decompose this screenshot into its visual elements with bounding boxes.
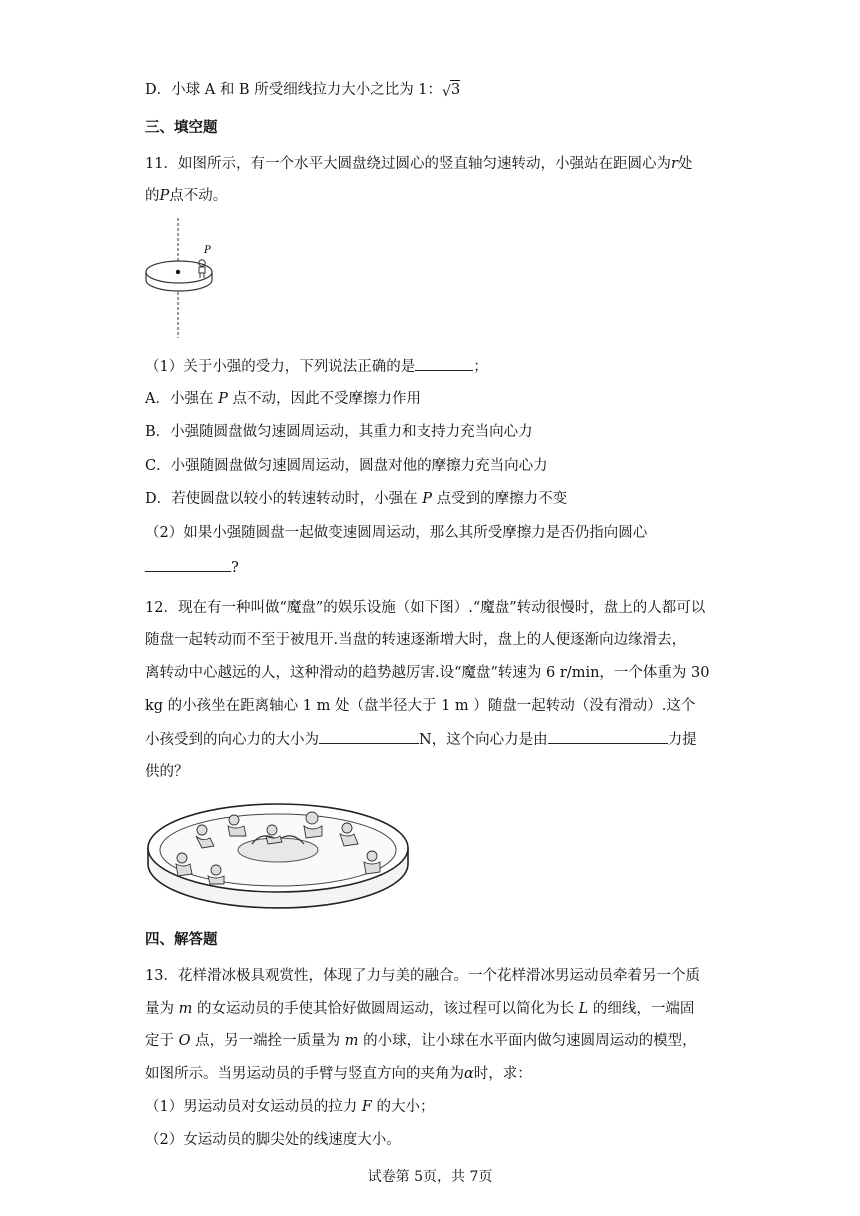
q13-sub2: （2）女运动员的脚尖处的线速度大小。 — [145, 1132, 401, 1148]
q11-option-c: C．小强随圆盘做匀速圆周运动，圆盘对他的摩擦力充当向心力 — [145, 458, 548, 474]
q11-sub2-answer: ? — [145, 557, 239, 578]
answer-blank — [548, 729, 668, 744]
q11-option-a: A．小强在 P 点不动，因此不受摩擦力作用 — [145, 391, 421, 407]
answer-blank — [319, 729, 419, 744]
q11-line1: 11．如图所示，有一个水平大圆盘绕过圆心的竖直轴匀速转动，小强站在距圆心为r处 — [145, 156, 693, 172]
q12-line6: 供的？ — [145, 764, 189, 780]
q12-line1: 12．现在有一种叫做“魔盘”的娱乐设施（如下图）.“魔盘”转动很慢时，盘上的人都可以 — [145, 600, 706, 616]
section-answer-title: 四、解答题 — [145, 932, 218, 948]
q12-line2: 随盘一起转动而不至于被甩开.当盘的转速逐渐增大时，盘上的人便逐渐向边缘滑去， — [145, 632, 687, 648]
answer-blank — [145, 557, 231, 572]
answer-blank — [415, 356, 473, 371]
sqrt-symbol: √ 3 — [442, 82, 461, 100]
option-d-text: D．小球 A 和 B 所受细线拉力大小之比为 1： — [145, 82, 443, 98]
q13-line1: 13．花样滑冰极具观赏性，体现了力与美的融合。一个花样滑冰男运动员牵着另一个质 — [145, 968, 700, 984]
magic-disk-figure — [142, 800, 414, 918]
q11-sub1: （1）关于小强的受力，下列说法正确的是 ； — [145, 356, 488, 377]
q11-sub2: （2）如果小强随圆盘一起做变速圆周运动，那么其所受摩擦力是否仍指向圆心 — [145, 525, 648, 541]
q13-line3: 定于 O 点，另一端拴一质量为 m 的小球，让小球在水平面内做匀速圆周运动的模型， — [145, 1033, 697, 1049]
q12-line5: 小孩受到的向心力的大小为 N，这个向心力是由 力提 — [145, 729, 697, 750]
q11-option-b: B．小强随圆盘做匀速圆周运动，其重力和支持力充当向心力 — [145, 424, 533, 440]
page-footer: 试卷第 5页，共 7页 — [367, 1169, 493, 1185]
q12-line4: kg 的小孩坐在距离轴心 1 m 处（盘半径大于 1 m ）随盘一起转动（没有滑动）.这个 — [145, 698, 696, 714]
section-fill-in-title: 三、填空题 — [145, 120, 218, 136]
q13-sub1: （1）男运动员对女运动员的拉力 F 的大小； — [145, 1099, 435, 1115]
q13-line2: 量为 m 的女运动员的手使其恰好做圆周运动，该过程可以简化为长 L 的细线，一端固 — [145, 1001, 695, 1017]
point-p-label: P — [204, 245, 211, 256]
q11-option-d: D．若使圆盘以较小的转速转动时，小强在 P 点受到的摩擦力不变 — [145, 491, 568, 507]
q12-line3: 离转动中心越远的人，这种滑动的趋势越厉害.设“魔盘”转速为 6 r/min，一个体重为 30 — [145, 665, 710, 681]
option-d-previous — [145, 80, 460, 100]
rotating-disk-figure — [140, 218, 235, 340]
q11-line2: 的P点不动。 — [145, 188, 228, 204]
q13-line4: 如图所示。当男运动员的手臂与竖直方向的夹角为α时，求： — [145, 1066, 532, 1082]
